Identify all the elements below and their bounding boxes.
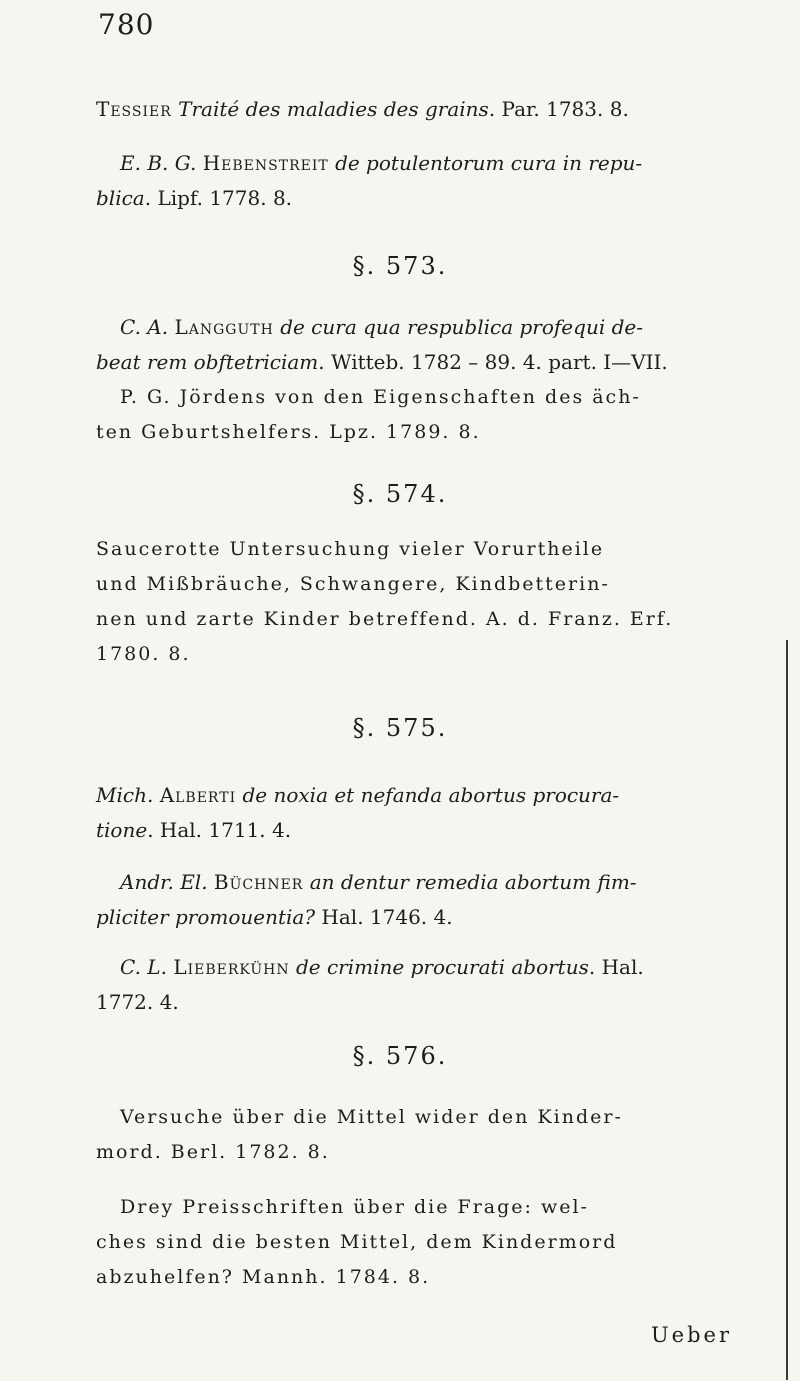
publication-info: . Hal. 1711. 4. [147, 818, 292, 842]
publication-info: . Hal. [588, 955, 644, 979]
work-title: Traité des maladies des grains [178, 97, 489, 121]
publication-info: Hal. 1746. 4. [315, 905, 453, 929]
bibliography-entry [96, 778, 740, 848]
bibliography-entry [96, 950, 740, 1020]
catchword: Ueber [650, 1323, 732, 1347]
author-name: Hebenstreit [202, 151, 329, 175]
bibliography-entry [96, 146, 740, 216]
entry-line: Drey Preisschriften über die Frage: wel- [120, 1196, 589, 1218]
author-name: Langguth [174, 315, 274, 339]
entry-line: ten Geburtshelfers. Lpz. 1789. 8. [96, 421, 481, 443]
work-title: an dentur remedia abortum fim- [309, 870, 637, 894]
section-heading: §. 574. [352, 480, 448, 508]
work-title: de cura qua respublica profequi de- [280, 315, 643, 339]
work-title: de noxia et nefanda abortus procura- [242, 783, 620, 807]
author-name: Tessier [96, 97, 172, 121]
bibliography-entry [96, 380, 740, 450]
entry-line: und Mißbräuche, Schwangere, Kindbetterin- [96, 573, 610, 595]
bibliography-entry [96, 532, 740, 672]
author-initials: Mich. [96, 783, 154, 807]
author-initials: C. A. [120, 315, 169, 339]
work-title: de crimine procurati abortus [295, 955, 589, 979]
bibliography-entry [96, 1190, 740, 1295]
author-initials: Andr. El. [120, 870, 208, 894]
entry-line: Saucerotte Untersuchung vieler Vorurtheile [96, 538, 605, 560]
bibliography-entry [96, 92, 740, 127]
work-title-continued: pliciter promouentia? [96, 905, 316, 929]
entry-line: P. G. Jördens von den Eigenschaften des äch- [120, 386, 641, 408]
bibliography-entry [96, 1100, 740, 1170]
entry-line: mord. Berl. 1782. 8. [96, 1141, 330, 1163]
entry-line: ches sind die besten Mittel, dem Kindermord [96, 1231, 618, 1253]
publication-info-continued: 1772. 4. [96, 990, 179, 1014]
section-heading: §. 575. [352, 714, 448, 742]
entry-line: abzuhelfen? Mannh. 1784. 8. [96, 1266, 431, 1288]
entry-line: Versuche über die Mittel wider den Kinder- [120, 1106, 623, 1128]
work-title: de potulentorum cura in repu- [335, 151, 643, 175]
author-name: Alberti [159, 783, 237, 807]
bibliography-entry [96, 865, 740, 935]
bibliography-entry [96, 310, 740, 380]
work-title-continued: beat rem obftetriciam [96, 350, 319, 374]
section-heading: §. 576. [352, 1042, 448, 1070]
page-number: 780 [98, 8, 155, 41]
author-initials: C. L. [120, 955, 167, 979]
work-title-continued: blica [96, 186, 145, 210]
page-edge-line [786, 640, 788, 1380]
author-initials: E. B. G. [120, 151, 197, 175]
work-title-continued: tione [96, 818, 148, 842]
publication-info: . Witteb. 1782 – 89. 4. part. I—VII. [318, 350, 668, 374]
section-heading: §. 573. [352, 252, 448, 280]
publication-info: . Lipf. 1778. 8. [144, 186, 293, 210]
entry-line: 1780. 8. [96, 643, 191, 665]
author-name: Lieberkühn [173, 955, 290, 979]
publication-info: . Par. 1783. 8. [488, 97, 629, 121]
author-name: Büchner [213, 870, 304, 894]
entry-line: nen und zarte Kinder betreffend. A. d. Franz. Erf. [96, 608, 674, 630]
